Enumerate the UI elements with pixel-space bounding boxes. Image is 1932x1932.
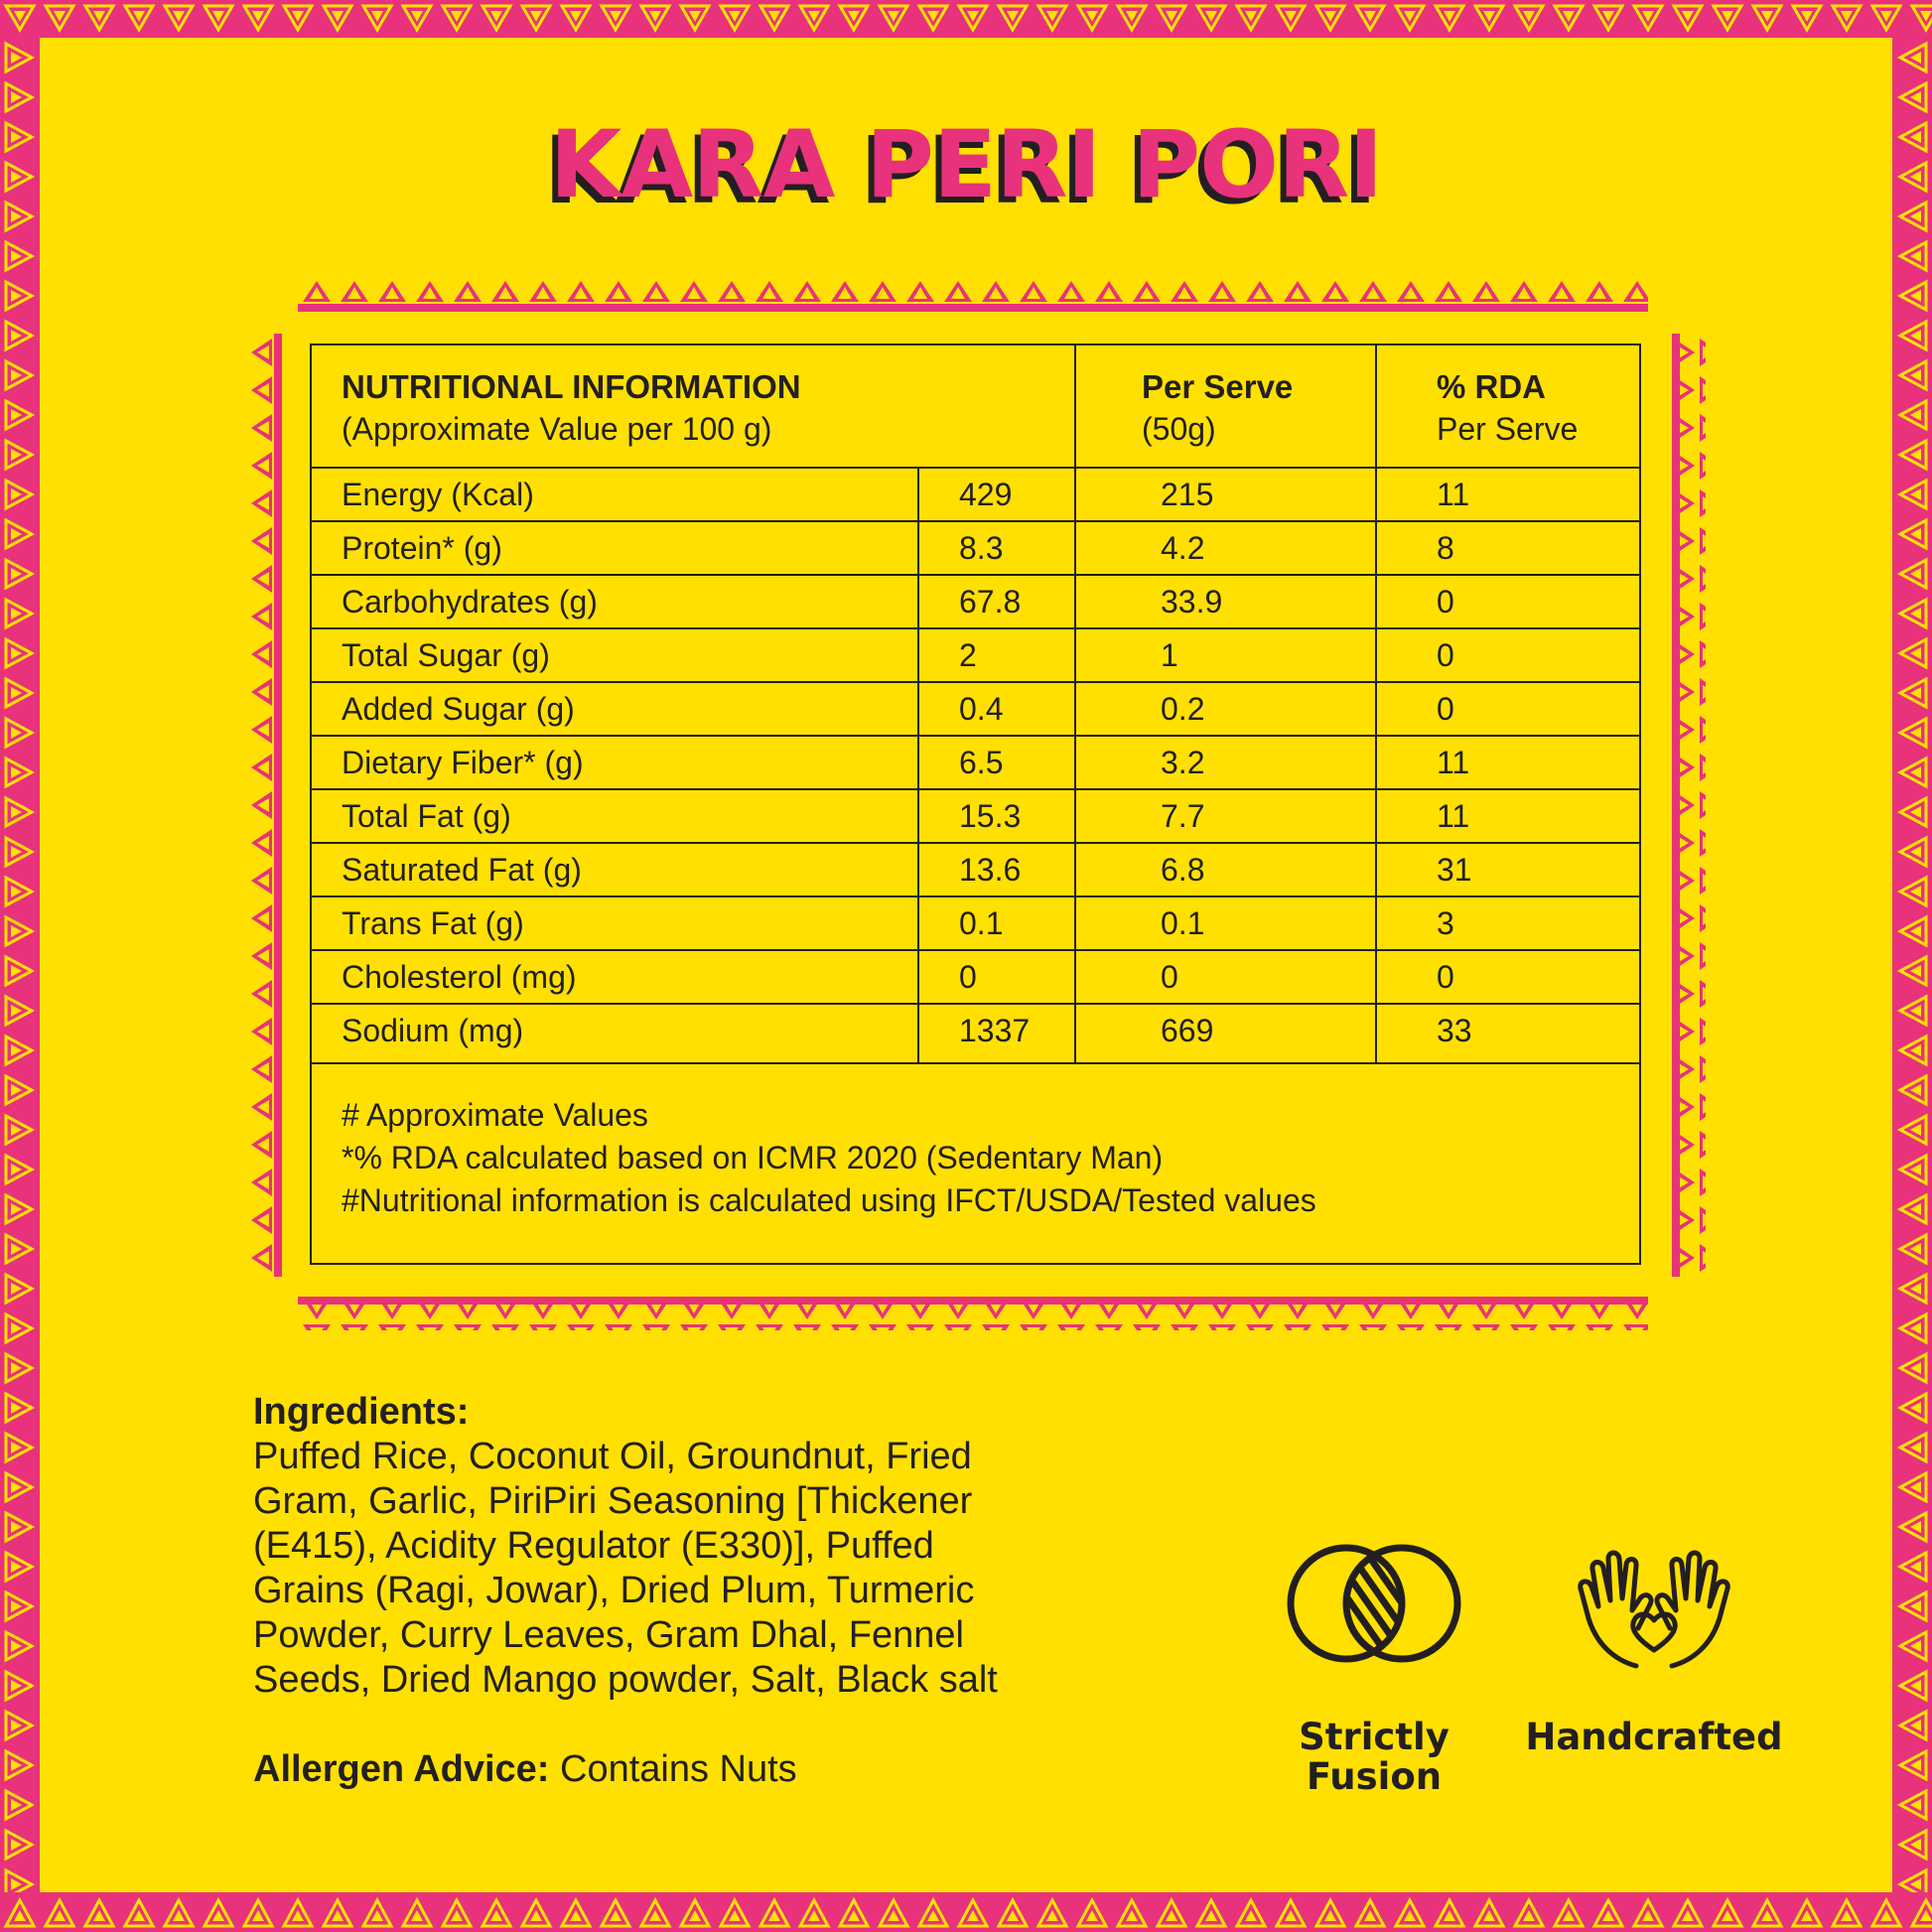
strictly-fusion-label (1275, 1718, 1473, 1797)
ingredients-label: Ingredients: (253, 1391, 470, 1433)
per-100g-value: 13.6 (959, 852, 1022, 888)
per-serve-value: 7.7 (1161, 798, 1205, 834)
border-left (0, 38, 40, 1892)
nutrient-name: Energy (Kcal) (342, 477, 534, 512)
note-line: #Nutritional information is calculated using IFCT/USDA/Tested values (342, 1182, 1316, 1218)
row-divider (312, 735, 1639, 737)
rda-value: 33 (1437, 1013, 1472, 1048)
ingredients-line: Grains (Ragi, Jowar), Dried Plum, Turmeric (253, 1570, 975, 1611)
per-serve-value: 0 (1161, 959, 1178, 995)
rda-value: 11 (1437, 745, 1470, 780)
row-divider (312, 627, 1639, 629)
rda-value: 11 (1437, 477, 1470, 512)
nutrient-name: Saturated Fat (g) (342, 852, 582, 888)
per-100g-value: 6.5 (959, 745, 1004, 780)
badge-line: Strictly (1299, 1716, 1449, 1758)
nutrient-name: Cholesterol (mg) (342, 959, 577, 995)
per-serve-value: 0.2 (1161, 691, 1205, 727)
row-divider (312, 788, 1639, 790)
frame-left (248, 334, 282, 1277)
per-100g-value: 1337 (959, 1013, 1031, 1048)
rda-value: 0 (1437, 691, 1454, 727)
per-serve-value: 4.2 (1161, 530, 1205, 566)
frame-top (298, 278, 1648, 312)
per-100g-value: 8.3 (959, 530, 1004, 566)
per-100g-value: 0 (959, 959, 977, 995)
nutrient-name: Sodium (mg) (342, 1013, 524, 1048)
nutrient-name: Carbohydrates (g) (342, 584, 598, 620)
ingredients-line: Gram, Garlic, PiriPiri Seasoning [Thickener (253, 1480, 973, 1522)
allergen-label: Allergen Advice: (253, 1748, 550, 1790)
per-serve-subheader: (50g) (1142, 411, 1216, 447)
per-100g-value: 429 (959, 477, 1013, 512)
rda-value: 3 (1437, 905, 1454, 941)
per-serve-header: Per Serve (1142, 368, 1294, 405)
row-divider (312, 949, 1639, 951)
frame-bottom (298, 1297, 1648, 1330)
border-bottom (0, 1892, 1932, 1932)
border-top (0, 0, 1932, 38)
rda-value: 0 (1437, 637, 1454, 673)
allergen-text: Contains Nuts (549, 1748, 797, 1790)
note-line: # Approximate Values (342, 1097, 648, 1133)
nutrition-table (310, 344, 1641, 1265)
nutrient-name: Trans Fat (g) (342, 905, 524, 941)
rda-subheader: Per Serve (1437, 411, 1579, 447)
rda-value: 8 (1437, 530, 1454, 566)
ingredients-line: Seeds, Dried Mango powder, Salt, Black salt (253, 1659, 998, 1701)
nutrition-notes (342, 1094, 1316, 1222)
nutrient-name: Added Sugar (g) (342, 691, 575, 727)
overlapping-circles-icon (1285, 1539, 1463, 1668)
allergen-advice (253, 1747, 797, 1792)
nutrient-name: Total Sugar (g) (342, 637, 550, 673)
per-serve-value: 3.2 (1161, 745, 1205, 780)
row-divider (312, 1003, 1639, 1005)
per-serve-value: 6.8 (1161, 852, 1205, 888)
row-divider (312, 574, 1639, 576)
row-divider (312, 896, 1639, 897)
ingredients-line: Puffed Rice, Coconut Oil, Groundnut, Fried (253, 1436, 972, 1477)
row-divider (312, 681, 1639, 683)
per-serve-value: 669 (1161, 1013, 1214, 1048)
row-divider (312, 520, 1639, 522)
per-serve-value: 215 (1161, 477, 1214, 512)
per-100g-value: 0.1 (959, 905, 1004, 941)
row-divider (312, 842, 1639, 844)
product-title: KARA PERI PORI (549, 111, 1383, 219)
hands-heart-icon (1575, 1549, 1733, 1674)
nutrient-name: Total Fat (g) (342, 798, 511, 834)
frame-right (1672, 334, 1706, 1277)
rda-value: 0 (1437, 959, 1454, 995)
badge-line: Fusion (1306, 1755, 1443, 1798)
rda-value: 31 (1437, 852, 1472, 888)
nutrient-name: Dietary Fiber* (g) (342, 745, 584, 780)
rda-value: 0 (1437, 584, 1454, 620)
per-serve-value: 0.1 (1161, 905, 1205, 941)
rda-value: 11 (1437, 798, 1470, 834)
per-100g-value: 67.8 (959, 584, 1022, 620)
nutrient-name: Protein* (g) (342, 530, 502, 566)
rda-header: % RDA (1437, 368, 1547, 405)
per-100g-value: 2 (959, 637, 977, 673)
ingredients-line: (E415), Acidity Regulator (E330)], Puffed (253, 1525, 934, 1567)
nutrition-header-subtitle: (Approximate Value per 100 g) (342, 411, 772, 447)
ingredients-section (253, 1390, 1127, 1703)
border-right (1892, 38, 1932, 1892)
nutrition-header-title: NUTRITIONAL INFORMATION (342, 368, 801, 405)
per-100g-value: 0.4 (959, 691, 1004, 727)
handcrafted-label: Handcrafted (1525, 1716, 1783, 1758)
per-serve-value: 1 (1161, 637, 1178, 673)
per-100g-value: 15.3 (959, 798, 1022, 834)
per-serve-value: 33.9 (1161, 584, 1223, 620)
ingredients-line: Powder, Curry Leaves, Gram Dhal, Fennel (253, 1614, 964, 1656)
note-line: *% RDA calculated based on ICMR 2020 (Sedentary Man) (342, 1140, 1164, 1175)
